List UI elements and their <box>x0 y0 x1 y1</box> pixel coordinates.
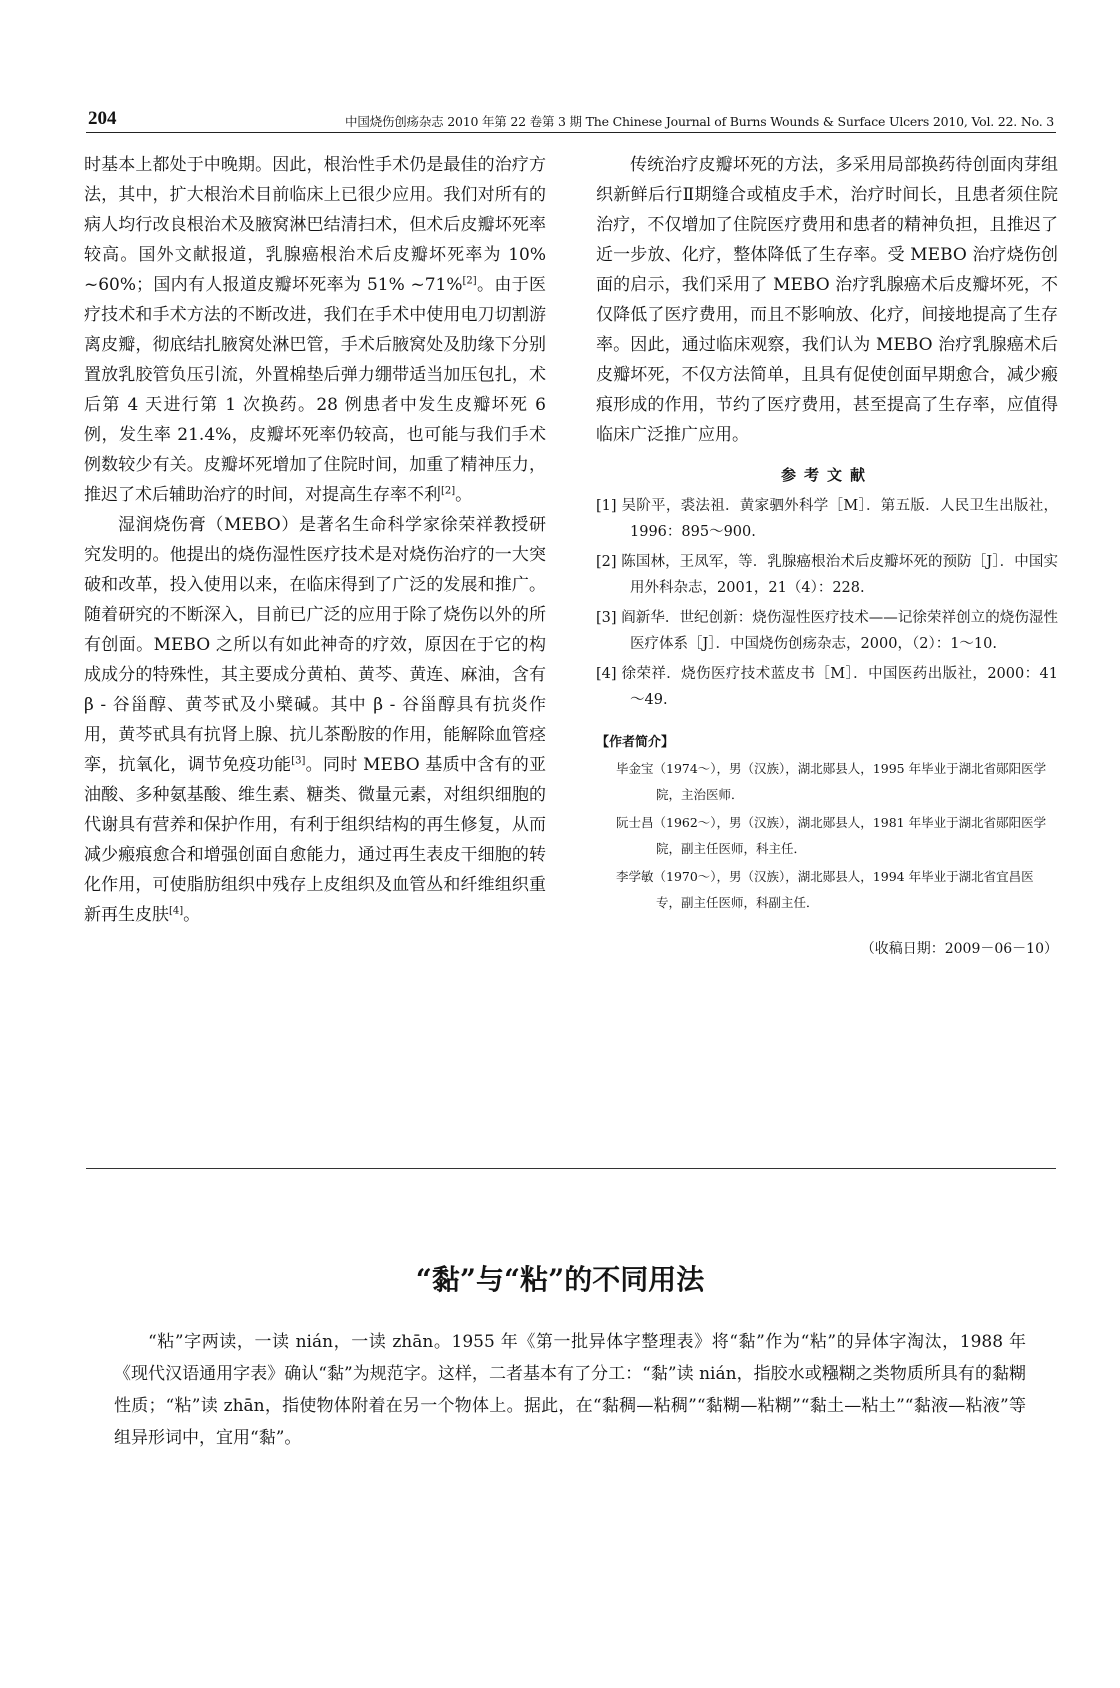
citation: [2] <box>462 275 477 287</box>
right-column <box>596 150 1058 958</box>
references-list <box>596 493 1058 713</box>
running-title: 中国烧伤创疡杂志 2010 年第 22 卷第 3 期 The Chinese Journal of Burns Wounds & Surface Ulcers 2010, Vol. 22. No. 3 <box>345 114 1054 129</box>
citation: [4] <box>169 905 184 917</box>
references-title: 参考文献 <box>780 466 873 484</box>
page-number: 204 <box>88 108 117 129</box>
citation: [2] <box>441 485 456 497</box>
page-header <box>88 108 1054 132</box>
citation: [3] <box>291 755 306 767</box>
reference-item: [1] 吴阶平，裘法祖．黄家驷外科学［M］．第五版．人民卫生出版社，1996：895～900. <box>596 498 1058 540</box>
essay-paragraph: “粘”字两读，一读 nián，一读 zhān。1955 年《第一批异体字整理表》将“黏”作为“粘”的异体字淘汰，1988 年《现代汉语通用字表》确认“黏”为规范字。这样，二者基本有了分工：“黏”读 nián，指胶水或糨糊之类物质所具有的黏糊性质；“粘”读 zhān，指使物体附着在另一个物体上。据此，在“黏稠—粘稠”“黏糊—粘糊”“黏土—粘土”“黏液—粘液”等组异形词中，宜用“黏”。 <box>114 1332 1026 1448</box>
left-paragraph-2: 湿润烧伤膏（MEBO）是著名生命科学家徐荣祥教授研究发明的。他提出的烧伤湿性医疗技术是对烧伤治疗的一大突破和改革，投入使用以来，在临床得到了广泛的发展和推广。随着研究的不断深入，目前已广泛的应用于除了烧伤以外的所有创面。MEBO 之所以有如此神奇的疗效，原因在于它的构成成分的特殊性，其主要成分黄柏、黄芩、黄连、麻油，含有 β - 谷甾醇、黄芩甙及小檗碱。其中 β - 谷甾醇具有抗炎作用，黄芩甙具有抗肾上腺、抗儿茶酚胺的作用，能解除血管痉挛，抗氧化，调节免疫功能[3]。同时 MEBO 基质中含有的亚油酸、多种氨基酸、维生素、糖类、微量元素，对组织细胞的代谢具有营养和保护作用，有利于组织结构的再生修复，从而减少瘢痕愈合和增强创面自愈能力，通过再生表皮干细胞的转化作用，可使脂肪组织中残存上皮组织及血管丛和纤维组织重新再生皮肤[4]。 <box>84 515 547 925</box>
header-rule <box>86 132 1056 133</box>
author-entry: 李学敏（1970～），男（汉族），湖北郧县人，1994 年毕业于湖北省宜昌医专，副主任医师，科副主任． <box>616 869 1034 910</box>
author-entry: 阮士昌（1962～），男（汉族），湖北郧县人，1981 年毕业于湖北省郧阳医学院，副主任医师，科主任． <box>616 815 1047 856</box>
essay-title: “黏”与“粘”的不同用法 <box>415 1263 705 1296</box>
author-entry: 毕金宝（1974～），男（汉族），湖北郧县人，1995 年毕业于湖北省郧阳医学院，主治医师． <box>616 761 1047 802</box>
section-divider <box>86 1168 1056 1169</box>
author-info-title: 【作者简介】 <box>596 735 675 750</box>
reference-item: [4] 徐荣祥．烧伤医疗技术蓝皮书［M］．中国医药出版社，2000：41～49. <box>596 666 1058 708</box>
left-column <box>84 150 546 930</box>
left-paragraph-1: 时基本上都处于中晚期。因此，根治性手术仍是最佳的治疗方法，其中，扩大根治术目前临床上已很少应用。我们对所有的病人均行改良根治术及腋窝淋巴结清扫术，但术后皮瓣坏死率较高。国外文献报道，乳腺癌根治术后皮瓣坏死率为 10% ~60%；国内有人报道皮瓣坏死率为 51% ~71%[2]。由于医疗技术和手术方法的不断改进，我们在手术中使用电刀切割游离皮瓣，彻底结扎腋窝处淋巴管，手术后腋窝处及肋缘下分别置放乳胶管负压引流，外置棉垫后弹力绷带适当加压包扎，术后第 4 天进行第 1 次换药。28 例患者中发生皮瓣坏死 6 例，发生率 21.4%，皮瓣坏死率仍较高，也可能与我们手术例数较少有关。皮瓣坏死增加了住院时间，加重了精神压力，推迟了术后辅助治疗的时间，对提高生存率不利[2]。 <box>84 155 547 505</box>
received-date: （收稿日期：2009－06－10） <box>860 941 1058 957</box>
reference-item: [2] 陈国林，王凤军，等．乳腺癌根治术后皮瓣坏死的预防［J］．中国实用外科杂志，2001，21（4）：228. <box>596 554 1058 596</box>
reference-item: [3] 阎新华．世纪创新：烧伤湿性医疗技术——记徐荣祥创立的烧伤湿性医疗体系［J］．中国烧伤创疡杂志，2000，（2）：1～10. <box>596 610 1058 652</box>
right-paragraph-1: 传统治疗皮瓣坏死的方法，多采用局部换药待创面肉芽组织新鲜后行Ⅱ期缝合或植皮手术，治疗时间长，且患者须住院治疗，不仅增加了住院医疗费用和患者的精神负担，且推迟了近一步放、化疗，整体降低了生存率。受 MEBO 治疗烧伤创面的启示，我们采用了 MEBO 治疗乳腺癌术后皮瓣坏死，不仅降低了医疗费用，而且不影响放、化疗，间接地提高了生存率。因此，通过临床观察，我们认为 MEBO 治疗乳腺癌术后皮瓣坏死，不仅方法简单，且具有促使创面早期愈合，减少瘢痕形成的作用，节约了医疗费用，甚至提高了生存率，应值得临床广泛推广应用。 <box>596 155 1058 445</box>
essay-body <box>114 1326 1026 1454</box>
